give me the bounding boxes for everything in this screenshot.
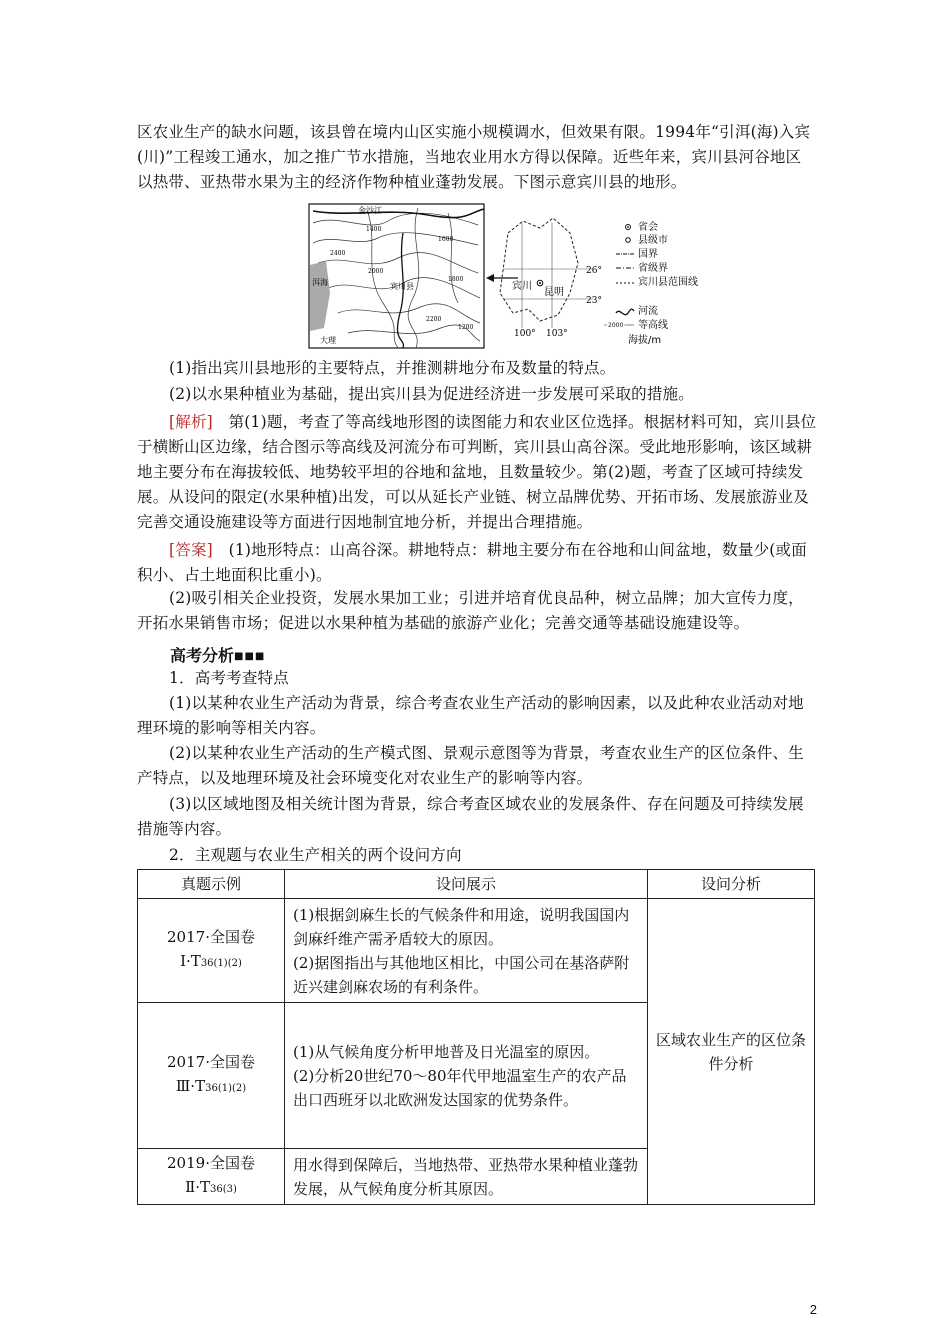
binchuan-terrain-map [308,203,698,351]
analysis-text: 第(1)题，考查了等高线地形图的读图能力和农业区位选择。根据材料可知，宾川县位于横断山区边缘，结合图示等高线及河流分布可判断，宾川县山高谷深。受此地形影响，该区域耕地主要分布在海拔较低、地势较平坦的谷地和盆地，且数量较少。第(2)题，考查了区域可持续发展。从设问的限定(水果种植)出发，可以从延长产业链、树立品牌优势、开拓市场、发展旅游业及完善交通设施建设等方面进行因地制宜地分析，并提出合理措施。 [137,413,817,531]
s1-item-3: (3)以区域地图及相关统计图为背景，综合考查区域农业的发展条件、存在问题及可持续发展措施等内容。 [137,795,804,838]
contour-label: 1800 [448,276,464,283]
legend-provincial-capital: 省会 [638,222,658,233]
question-2: (2)以水果种植业为基础，提出宾川县为促进经济进一步发展可采取的措施。 [169,385,694,403]
exam-code-sub: 36(1)(2) [205,1083,247,1094]
contour-label: 2000 [368,268,384,275]
map-label-dali: 大理 [320,336,336,345]
section-heading: 高考分析■■■ [170,646,266,665]
question-text: (1)从气候角度分析甲地普及日光温室的原因。 (2)分析20世纪70～80年代甲地温室生产的农产品出口西班牙以北欧洲发达国家的优势条件。 [285,1003,648,1149]
exam-name: 2017·全国卷 [167,928,255,946]
map-label-kunming: 昆明 [544,287,564,298]
question-text: 用水得到保障后，当地热带、亚热带水果种植业蓬勃发展，从气候角度分析其原因。 [285,1149,648,1205]
s2-title: 2．主观题与农业生产相关的两个设问方向 [169,846,462,864]
legend-county-boundary: 宾川县范围线 [638,277,698,288]
table-row [138,899,815,1003]
map-label-binchuan: 宾川 [512,281,532,292]
page-number: 2 [809,1302,817,1317]
coord-lon103: 103° [546,329,568,339]
exam-code-sub: 36(1)(2) [200,958,242,969]
s1-item-2: (2)以某种农业生产活动的生产模式图、景观示意图等为背景，考查农业生产的区位条件、生产特点，以及地理环境及社会环境变化对农业生产的影响等内容。 [137,744,804,787]
coord-lat26: 26° [586,266,602,276]
answer-1-text: (1)地形特点：山高谷深。耕地特点：耕地主要分布在谷地和山间盆地，数量少(或面积小、占土地面积比重小)。 [137,541,807,584]
contour-label: 2400 [330,250,346,257]
table-header: 设问分析 [648,870,815,899]
analysis-tag: [解析] [169,413,213,431]
contour-label: 2200 [426,316,442,323]
exam-code: Ⅲ·T [175,1077,206,1095]
map-label-binchuan-small: 宾川县 [390,282,414,291]
s1-item-1: (1)以某种农业生产活动为背景，综合考查农业生产活动的影响因素，以及此种农业活动对地理环境的影响等相关内容。 [137,694,804,737]
legend-river: 河流 [638,306,658,317]
exam-name: 2017·全国卷 [167,1053,255,1071]
answer-tag: [答案] [169,541,213,559]
exam-code-sub: 36(3) [210,1184,237,1195]
legend-contour: 等高线 [638,320,668,331]
exam-code: Ⅰ·T [180,952,201,970]
legend-county-city: 县级市 [638,235,668,246]
contour-label: 1200 [458,324,474,331]
map-label-jinsha: 金沙江 [358,206,382,215]
legend-contour-value: 2000 [608,322,624,329]
legend-elevation-unit: 海拔/m [628,335,662,346]
legend-provincial-border: 省级界 [638,263,668,274]
exam-name: 2019·全国卷 [167,1154,255,1172]
coord-lat23: 23° [586,296,602,306]
answer-paragraph-1 [137,538,817,588]
analysis-paragraph [137,410,817,535]
contour-label: 1600 [438,236,454,243]
question-1: (1)指出宾川县地形的主要特点，并推测耕地分布及数量的特点。 [169,359,616,377]
table-header-row [138,870,815,899]
table-header: 真题示例 [138,870,285,899]
s1-title: 1．高考考查特点 [169,669,289,687]
coord-lon100: 100° [514,329,536,339]
section-title: 高考分析 [170,646,235,665]
analysis-cell: 区域农业生产的区位条件分析 [648,899,815,1205]
intro-paragraph: 区农业生产的缺水问题，该县曾在境内山区实施小规模调水，但效果有限。1994年“引洱(海)入宾(川)”工程竣工通水，加之推广节水措施，当地农业用水方得以保障。近些年来，宾川县河谷地区以热带、亚热带水果为主的经济作物种植业蓬勃发展。下图示意宾川县的地形。 [137,123,811,191]
question-text: (1)根据剑麻生长的气候条件和用途，说明我国国内剑麻纤维产需矛盾较大的原因。 (2)据图指出与其他地区相比，中国公司在基洛萨附近兴建剑麻农场的有利条件。 [285,899,648,1003]
map-label-erhai: 洱海 [312,278,328,287]
contour-label: 1400 [366,226,382,233]
answer-paragraph-2: (2)吸引相关企业投资，发展水果加工业；引进并培育优良品种，树立品牌；加大宣传力度，开拓水果销售市场；促进以水果种植为基础的旅游产业化；完善交通等基础设施建设等。 [137,589,804,632]
legend-national-border: 国界 [638,249,658,260]
question-direction-table [137,869,815,1205]
exam-code: Ⅱ·T [185,1178,211,1196]
table-header: 设问展示 [285,870,648,899]
